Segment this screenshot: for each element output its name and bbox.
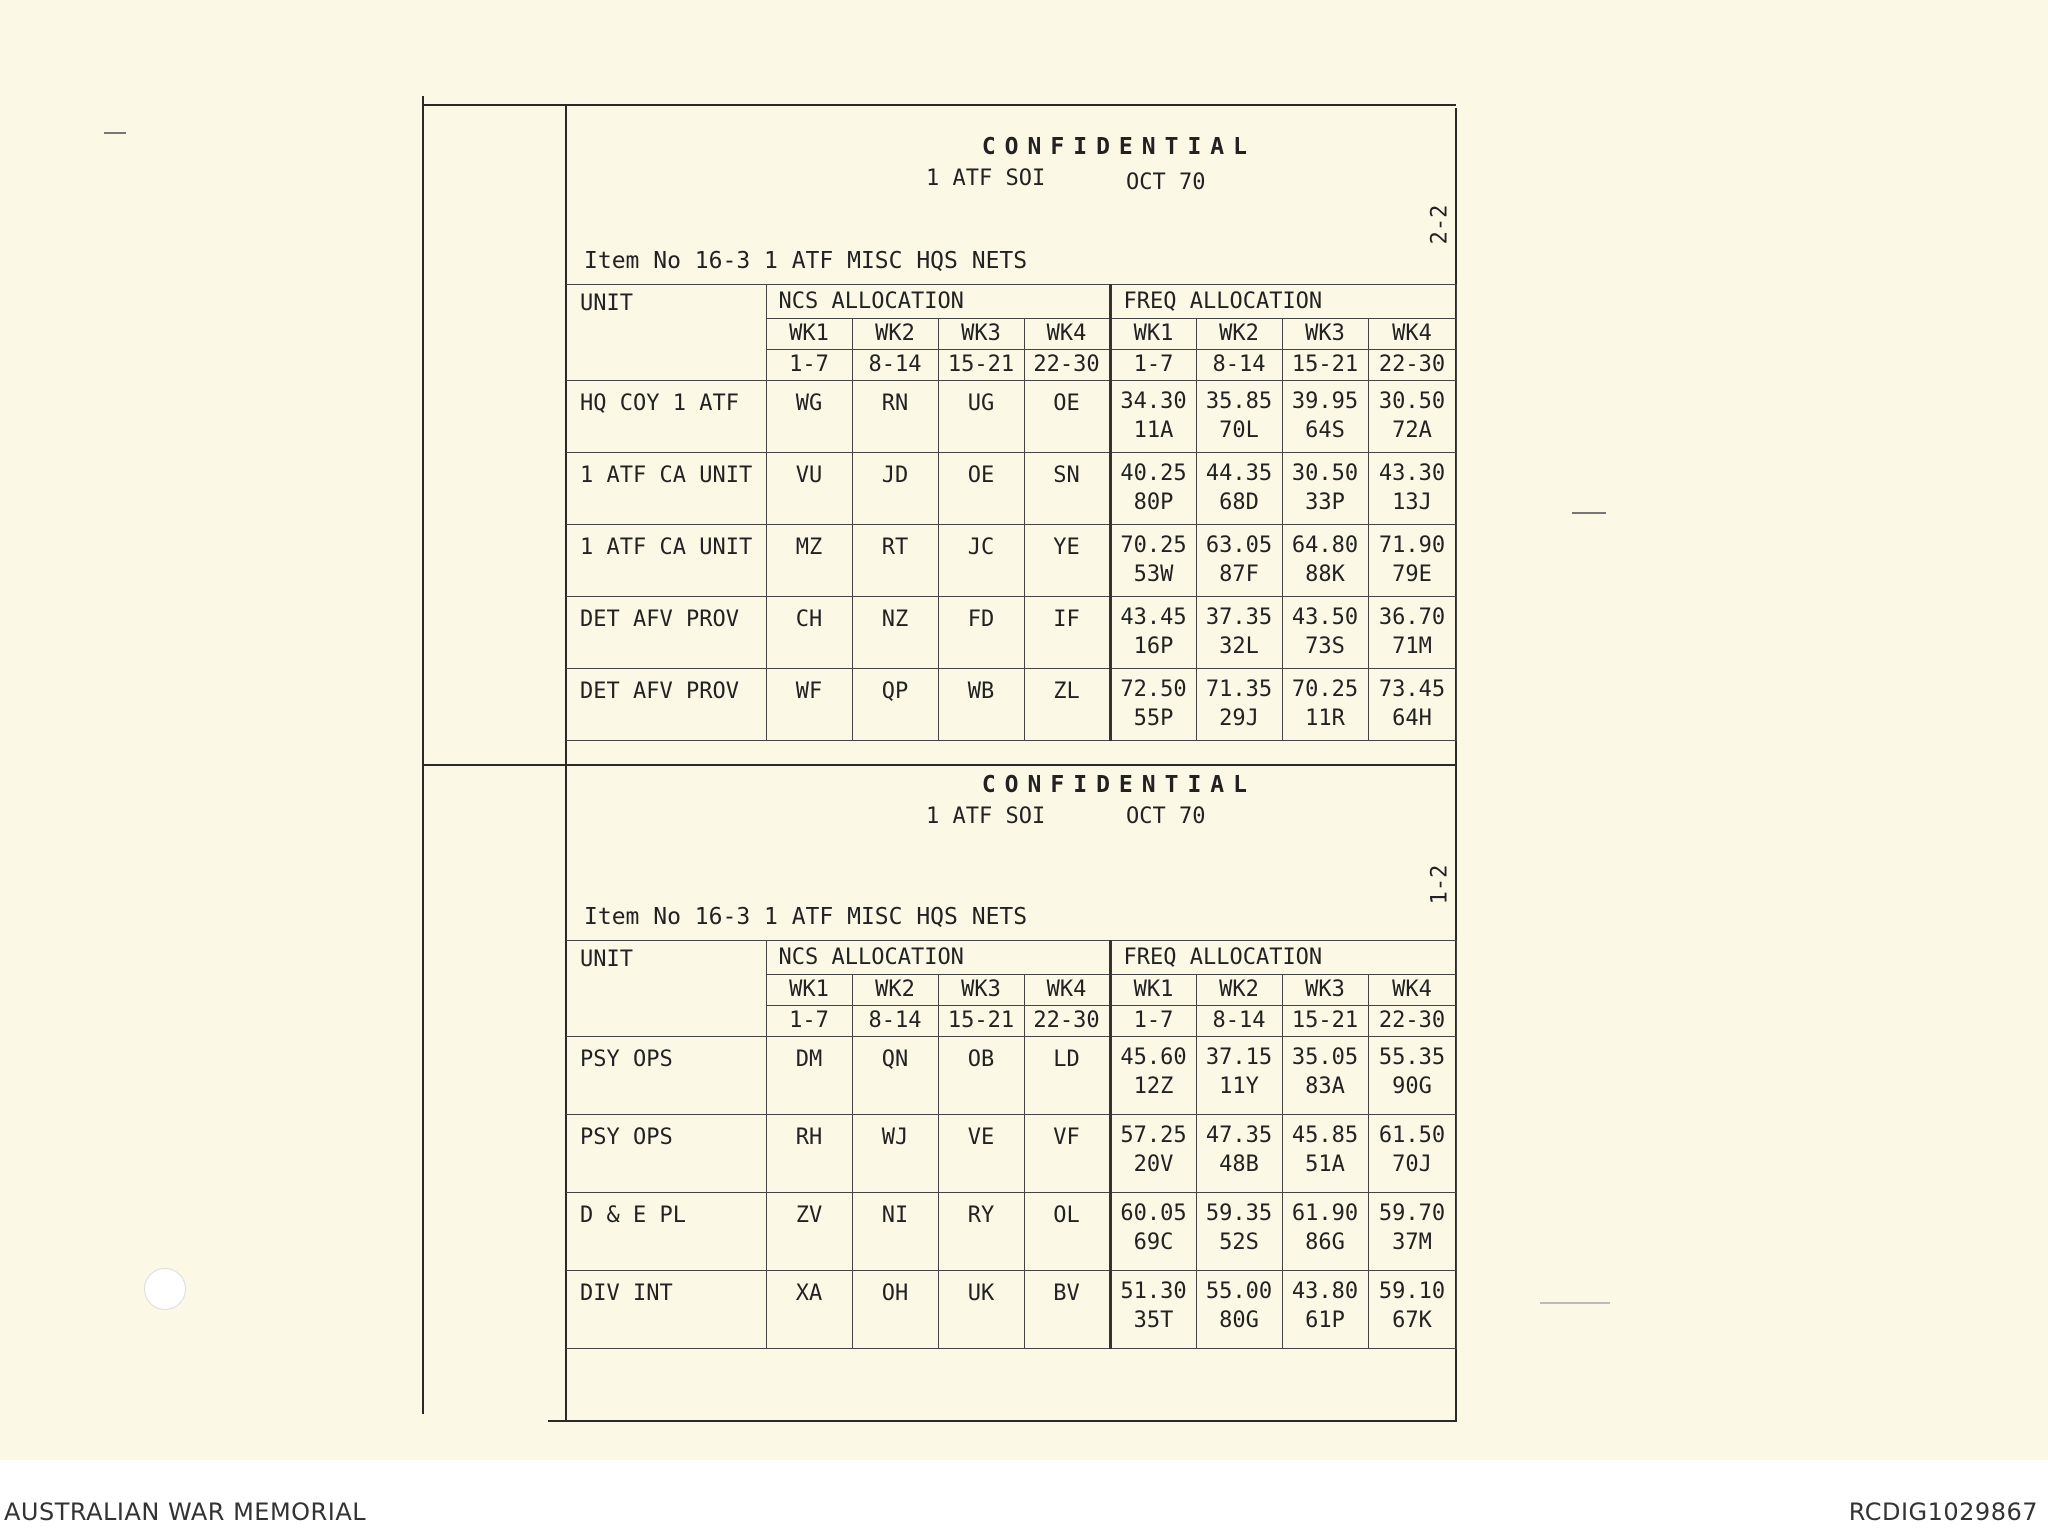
channel-code: 32L xyxy=(1219,634,1259,659)
channel-code: 16P xyxy=(1133,634,1174,659)
channel-code: 55P xyxy=(1133,706,1174,731)
bottom-sheet-section xyxy=(566,764,1456,1420)
frequency-value: 61.90 xyxy=(1291,1201,1359,1226)
ncs-callsign: JC xyxy=(938,525,1024,597)
channel-code: 67K xyxy=(1392,1308,1432,1333)
ncs-callsign: RY xyxy=(938,1193,1024,1271)
ncs-callsign: ZV xyxy=(766,1193,852,1271)
freq-cell xyxy=(1282,1271,1368,1349)
frequency-value: 36.70 xyxy=(1378,605,1446,630)
ncs-callsign: NZ xyxy=(852,597,938,669)
frequency-value: 59.70 xyxy=(1378,1201,1446,1226)
week-header: WK3 xyxy=(1282,975,1368,1006)
frequency-value: 51.30 xyxy=(1120,1279,1187,1304)
ncs-callsign: VU xyxy=(766,453,852,525)
table-row xyxy=(566,525,1456,597)
ncs-callsign: VF xyxy=(1024,1115,1110,1193)
ncs-callsign: OE xyxy=(938,453,1024,525)
frequency-value: 63.05 xyxy=(1205,533,1273,558)
frequency-value: 60.05 xyxy=(1120,1201,1187,1226)
day-range-header: 1-7 xyxy=(766,350,852,381)
channel-code: 48B xyxy=(1219,1152,1259,1177)
ncs-callsign: WF xyxy=(766,669,852,741)
ncs-callsign: WG xyxy=(766,381,852,453)
ncs-callsign: BV xyxy=(1024,1271,1110,1349)
day-range-header: 8-14 xyxy=(1196,1006,1282,1037)
frequency-value: 70.25 xyxy=(1291,677,1359,702)
day-range-header: 22-30 xyxy=(1368,1006,1456,1037)
frequency-value: 35.85 xyxy=(1205,389,1273,414)
day-range-header: 1-7 xyxy=(766,1006,852,1037)
freq-cell xyxy=(1368,597,1456,669)
freq-cell xyxy=(1110,453,1196,525)
soi-label: 1 ATF SOI xyxy=(926,804,1046,829)
channel-code: 86G xyxy=(1305,1230,1345,1255)
allocation-table xyxy=(566,284,1457,741)
freq-cell xyxy=(1282,1037,1368,1115)
ncs-callsign: QP xyxy=(852,669,938,741)
frequency-value: 34.30 xyxy=(1120,389,1187,414)
channel-code: 11A xyxy=(1133,418,1174,443)
day-range-header: 15-21 xyxy=(1282,350,1368,381)
week-header: WK4 xyxy=(1024,319,1110,350)
freq-header: FREQ ALLOCATION xyxy=(1110,285,1456,319)
header-row xyxy=(566,285,1456,319)
channel-code: 88K xyxy=(1305,562,1345,587)
channel-code: 70J xyxy=(1392,1152,1432,1177)
week-header: WK4 xyxy=(1368,975,1456,1006)
ncs-callsign: YE xyxy=(1024,525,1110,597)
freq-cell xyxy=(1368,381,1456,453)
table-row xyxy=(566,1115,1456,1193)
ncs-callsign: XA xyxy=(766,1271,852,1349)
table-row xyxy=(566,1037,1456,1115)
week-header: WK4 xyxy=(1024,975,1110,1006)
channel-code: 80P xyxy=(1133,490,1174,515)
ncs-callsign: IF xyxy=(1024,597,1110,669)
freq-cell xyxy=(1282,669,1368,741)
unit-name: DET AFV PROV xyxy=(566,669,766,741)
ncs-callsign: UG xyxy=(938,381,1024,453)
unit-name: DET AFV PROV xyxy=(566,597,766,669)
freq-cell xyxy=(1196,669,1282,741)
margin-speck xyxy=(1540,1302,1610,1304)
day-range-header: 15-21 xyxy=(938,350,1024,381)
header-row xyxy=(566,941,1456,975)
ncs-callsign: OL xyxy=(1024,1193,1110,1271)
ncs-callsign: ZL xyxy=(1024,669,1110,741)
day-range-header: 22-30 xyxy=(1024,350,1110,381)
classification-heading: CONFIDENTIAL xyxy=(981,772,1256,798)
frequency-value: 30.50 xyxy=(1378,389,1446,414)
ncs-callsign: UK xyxy=(938,1271,1024,1349)
frequency-value: 43.30 xyxy=(1378,461,1446,486)
day-range-header: 8-14 xyxy=(852,1006,938,1037)
frequency-value: 45.85 xyxy=(1291,1123,1359,1148)
freq-cell xyxy=(1110,1037,1196,1115)
channel-code: 12Z xyxy=(1133,1074,1174,1099)
classification-heading: CONFIDENTIAL xyxy=(981,134,1256,160)
frequency-value: 45.60 xyxy=(1120,1045,1187,1070)
channel-code: 20V xyxy=(1133,1152,1174,1177)
ncs-callsign: QN xyxy=(852,1037,938,1115)
channel-code: 73S xyxy=(1305,634,1345,659)
freq-cell xyxy=(1196,1193,1282,1271)
frequency-value: 44.35 xyxy=(1205,461,1273,486)
ncs-callsign: FD xyxy=(938,597,1024,669)
week-header: WK1 xyxy=(766,319,852,350)
freq-cell xyxy=(1368,669,1456,741)
table-row xyxy=(566,1271,1456,1349)
frequency-value: 30.50 xyxy=(1291,461,1359,486)
ncs-callsign: RN xyxy=(852,381,938,453)
day-range-header: 8-14 xyxy=(852,350,938,381)
ncs-callsign: OE xyxy=(1024,381,1110,453)
freq-header: FREQ ALLOCATION xyxy=(1110,941,1456,975)
freq-cell xyxy=(1196,1115,1282,1193)
unit-header: UNIT xyxy=(566,941,766,1037)
ncs-callsign: OB xyxy=(938,1037,1024,1115)
ncs-callsign: JD xyxy=(852,453,938,525)
frequency-value: 70.25 xyxy=(1120,533,1187,558)
frequency-value: 73.45 xyxy=(1378,677,1446,702)
channel-code: 87F xyxy=(1219,562,1259,587)
unit-name: HQ COY 1 ATF xyxy=(566,381,766,453)
freq-cell xyxy=(1196,597,1282,669)
freq-cell xyxy=(1110,381,1196,453)
ncs-callsign: VE xyxy=(938,1115,1024,1193)
day-range-header: 15-21 xyxy=(1282,1006,1368,1037)
freq-cell xyxy=(1196,1037,1282,1115)
week-header: WK2 xyxy=(852,975,938,1006)
item-title: Item No 16-3 1 ATF MISC HQS NETS xyxy=(584,248,1028,274)
frequency-value: 55.00 xyxy=(1205,1279,1273,1304)
freq-cell xyxy=(1110,1271,1196,1349)
ncs-callsign: NI xyxy=(852,1193,938,1271)
table-row xyxy=(566,597,1456,669)
channel-code: 29J xyxy=(1219,706,1259,731)
channel-code: 83A xyxy=(1305,1074,1345,1099)
day-range-header: 8-14 xyxy=(1196,350,1282,381)
outer-left-rule xyxy=(422,96,424,1414)
channel-code: 69C xyxy=(1133,1230,1174,1255)
table-row xyxy=(566,453,1456,525)
week-header: WK3 xyxy=(938,319,1024,350)
freq-cell xyxy=(1368,453,1456,525)
week-header: WK2 xyxy=(852,319,938,350)
frequency-value: 39.95 xyxy=(1291,389,1359,414)
frequency-value: 47.35 xyxy=(1205,1123,1273,1148)
freq-cell xyxy=(1110,1193,1196,1271)
channel-code: 71M xyxy=(1392,634,1432,659)
footer-bar xyxy=(0,1460,2048,1532)
channel-code: 80G xyxy=(1219,1308,1259,1333)
ncs-callsign: CH xyxy=(766,597,852,669)
frequency-value: 72.50 xyxy=(1120,677,1187,702)
channel-code: 52S xyxy=(1219,1230,1259,1255)
table-body xyxy=(566,285,1456,741)
ncs-callsign: OH xyxy=(852,1271,938,1349)
channel-code: 53W xyxy=(1133,562,1174,587)
week-header: WK3 xyxy=(938,975,1024,1006)
unit-name: 1 ATF CA UNIT xyxy=(566,453,766,525)
frequency-value: 40.25 xyxy=(1120,461,1187,486)
ncs-callsign: MZ xyxy=(766,525,852,597)
day-range-header: 15-21 xyxy=(938,1006,1024,1037)
punch-hole xyxy=(144,1268,186,1310)
week-header: WK1 xyxy=(1110,975,1196,1006)
ncs-callsign: WJ xyxy=(852,1115,938,1193)
frequency-value: 35.05 xyxy=(1291,1045,1359,1070)
ncs-callsign: LD xyxy=(1024,1037,1110,1115)
freq-cell xyxy=(1196,525,1282,597)
frequency-value: 57.25 xyxy=(1120,1123,1187,1148)
ncs-callsign: RT xyxy=(852,525,938,597)
soi-label: 1 ATF SOI xyxy=(926,166,1046,191)
channel-code: 35T xyxy=(1133,1308,1174,1333)
unit-name: PSY OPS xyxy=(566,1037,766,1115)
week-header: WK3 xyxy=(1282,319,1368,350)
ncs-callsign: DM xyxy=(766,1037,852,1115)
frequency-value: 55.35 xyxy=(1378,1045,1446,1070)
freq-cell xyxy=(1282,381,1368,453)
table-row xyxy=(566,669,1456,741)
archive-credit: AUSTRALIAN WAR MEMORIAL xyxy=(4,1498,367,1526)
ncs-callsign: SN xyxy=(1024,453,1110,525)
freq-cell xyxy=(1282,597,1368,669)
frequency-value: 59.35 xyxy=(1205,1201,1273,1226)
channel-code: 64H xyxy=(1392,706,1432,731)
table-row xyxy=(566,1193,1456,1271)
freq-cell xyxy=(1282,1193,1368,1271)
item-title: Item No 16-3 1 ATF MISC HQS NETS xyxy=(584,904,1028,930)
freq-cell xyxy=(1282,1115,1368,1193)
channel-code: 11Y xyxy=(1219,1074,1259,1099)
channel-code: 72A xyxy=(1392,418,1432,443)
frequency-value: 37.35 xyxy=(1205,605,1273,630)
ncs-header: NCS ALLOCATION xyxy=(766,285,1110,319)
freq-cell xyxy=(1110,1115,1196,1193)
soi-date: OCT 70 xyxy=(1126,170,1206,195)
channel-code: 79E xyxy=(1392,562,1432,587)
freq-cell xyxy=(1196,381,1282,453)
margin-speck xyxy=(1572,512,1606,514)
channel-code: 70L xyxy=(1219,418,1259,443)
page-number: 1-2 xyxy=(1427,864,1453,905)
week-header: WK2 xyxy=(1196,975,1282,1006)
freq-cell xyxy=(1368,1193,1456,1271)
day-range-header: 22-30 xyxy=(1368,350,1456,381)
frequency-value: 43.45 xyxy=(1120,605,1187,630)
channel-code: 33P xyxy=(1305,490,1345,515)
channel-code: 37M xyxy=(1392,1230,1432,1255)
week-header: WK1 xyxy=(1110,319,1196,350)
channel-code: 13J xyxy=(1392,490,1432,515)
ncs-header: NCS ALLOCATION xyxy=(766,941,1110,975)
table-row xyxy=(566,381,1456,453)
frequency-value: 43.80 xyxy=(1291,1279,1359,1304)
ncs-callsign: RH xyxy=(766,1115,852,1193)
day-range-header: 1-7 xyxy=(1110,350,1196,381)
freq-cell xyxy=(1368,1271,1456,1349)
page-number: 2-2 xyxy=(1427,204,1453,245)
top-sheet-section xyxy=(566,104,1456,764)
unit-name: PSY OPS xyxy=(566,1115,766,1193)
frequency-value: 61.50 xyxy=(1378,1123,1446,1148)
frequency-value: 43.50 xyxy=(1291,605,1359,630)
week-header: WK2 xyxy=(1196,319,1282,350)
channel-code: 90G xyxy=(1392,1074,1432,1099)
freq-cell xyxy=(1196,453,1282,525)
channel-code: 11R xyxy=(1305,706,1345,731)
channel-code: 64S xyxy=(1305,418,1345,443)
channel-code: 51A xyxy=(1305,1152,1345,1177)
table-body xyxy=(566,941,1456,1349)
freq-cell xyxy=(1196,1271,1282,1349)
allocation-table xyxy=(566,940,1457,1349)
frequency-value: 71.90 xyxy=(1378,533,1446,558)
freq-cell xyxy=(1110,597,1196,669)
channel-code: 61P xyxy=(1305,1308,1345,1333)
freq-cell xyxy=(1282,453,1368,525)
soi-date: OCT 70 xyxy=(1126,804,1206,829)
day-range-header: 22-30 xyxy=(1024,1006,1110,1037)
freq-cell xyxy=(1110,669,1196,741)
week-header: WK4 xyxy=(1368,319,1456,350)
channel-code: 68D xyxy=(1219,490,1259,515)
frequency-value: 59.10 xyxy=(1378,1279,1446,1304)
unit-name: DIV INT xyxy=(566,1271,766,1349)
frequency-value: 37.15 xyxy=(1205,1045,1273,1070)
bottom-rule xyxy=(548,1420,1456,1422)
unit-name: D & E PL xyxy=(566,1193,766,1271)
margin-speck xyxy=(104,132,126,134)
week-header: WK1 xyxy=(766,975,852,1006)
archive-id: RCDIG1029867 xyxy=(1848,1498,2038,1526)
unit-header: UNIT xyxy=(566,285,766,381)
frequency-value: 64.80 xyxy=(1291,533,1359,558)
freq-cell xyxy=(1368,525,1456,597)
unit-name: 1 ATF CA UNIT xyxy=(566,525,766,597)
freq-cell xyxy=(1110,525,1196,597)
ncs-callsign: WB xyxy=(938,669,1024,741)
frequency-value: 71.35 xyxy=(1205,677,1273,702)
day-range-header: 1-7 xyxy=(1110,1006,1196,1037)
freq-cell xyxy=(1368,1037,1456,1115)
freq-cell xyxy=(1368,1115,1456,1193)
freq-cell xyxy=(1282,525,1368,597)
